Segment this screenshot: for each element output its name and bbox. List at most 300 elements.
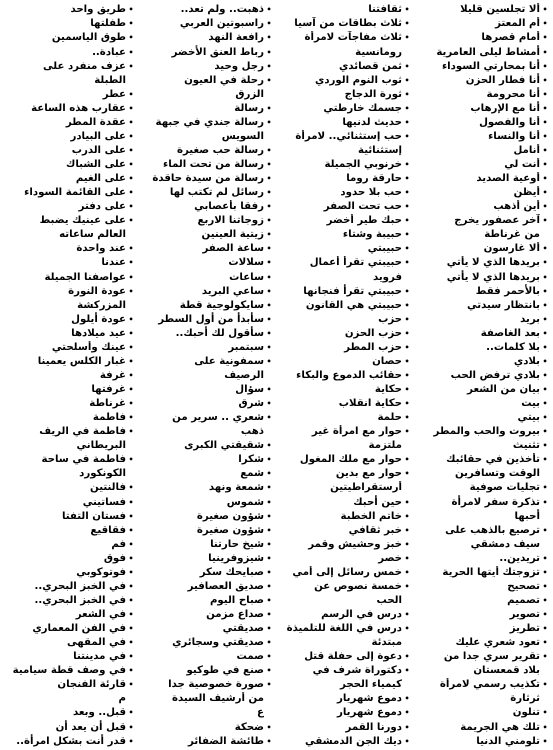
index-entry xyxy=(0,59,135,73)
entry-title: رسائل لم تكتب لها xyxy=(169,187,264,199)
bullet-icon: • xyxy=(404,469,410,479)
bullet-icon: • xyxy=(542,272,548,282)
entry-title: شعري .. سرير من xyxy=(172,412,264,424)
entry-title: العالم ساعاته xyxy=(59,229,126,241)
index-entry xyxy=(0,580,135,594)
entry-title: صديقتي وسجائري xyxy=(172,637,264,649)
entry-title: الرصيف xyxy=(224,369,264,381)
entry-title: تنلون xyxy=(512,707,540,719)
index-entry xyxy=(413,622,549,636)
bullet-icon: • xyxy=(266,286,272,296)
entry-title: حبيبة وشتاء xyxy=(342,229,402,241)
index-entry xyxy=(275,101,411,115)
entry-title: أيظن xyxy=(513,187,540,199)
entry-title: ساعات xyxy=(229,271,264,283)
index-entry xyxy=(413,580,549,594)
entry-title: صبايحك سكر xyxy=(199,566,264,578)
index-entry xyxy=(413,566,549,580)
index-column-1 xyxy=(413,3,549,748)
bullet-icon: • xyxy=(128,47,134,57)
index-entry xyxy=(413,720,549,734)
entry-title: دموع شهريار xyxy=(336,693,402,705)
entry-title: سايكولوجية قطة xyxy=(179,299,264,311)
entry-title: شيخ حارتنا xyxy=(210,538,264,550)
entry-title: ثورة الدجاج xyxy=(344,88,402,100)
index-entry xyxy=(137,73,273,87)
bullet-icon: • xyxy=(542,5,548,15)
entry-title: ثلاث مفاجآت لامرأة xyxy=(304,32,402,44)
index-entry xyxy=(0,467,135,481)
entry-title: دورنا القمر xyxy=(345,721,402,733)
index-entry xyxy=(413,537,549,551)
index-entry xyxy=(275,200,411,214)
index-entry xyxy=(137,312,273,326)
bullet-icon: • xyxy=(266,314,272,324)
index-entry xyxy=(137,144,273,158)
bullet-icon: • xyxy=(542,370,548,380)
entry-title: م xyxy=(118,693,126,705)
index-entry xyxy=(0,523,135,537)
bullet-icon: • xyxy=(542,117,548,127)
index-entry xyxy=(0,172,135,186)
index-entry xyxy=(137,256,273,270)
entry-title: قارئة الفنجان xyxy=(57,679,126,691)
entry-title: تلومني الدنيا xyxy=(476,735,540,747)
entry-title: ألا غارسون xyxy=(483,243,540,255)
entry-title: حب إستثنائي.. لامرأة xyxy=(295,130,402,142)
entry-title: ملتزمة xyxy=(368,440,402,452)
entry-title: غرفتها xyxy=(91,384,126,396)
entry-title: شرق xyxy=(238,398,264,410)
index-entry xyxy=(275,45,411,59)
index-entry xyxy=(0,45,135,59)
entry-title: سؤال xyxy=(235,384,264,396)
index-entry xyxy=(413,130,549,144)
entry-title: المزركشة xyxy=(77,299,126,311)
bullet-icon: • xyxy=(266,328,272,338)
index-entry xyxy=(0,566,135,580)
entry-title: حزب المطر xyxy=(344,341,402,353)
index-entry xyxy=(0,369,135,383)
entry-title: سيف دمشقي xyxy=(470,538,540,550)
index-entry xyxy=(275,172,411,186)
index-entry xyxy=(0,31,135,45)
bullet-icon: • xyxy=(404,497,410,507)
entry-title: تأخذين في حقائبك xyxy=(446,454,540,466)
index-entry xyxy=(137,425,273,439)
index-entry xyxy=(413,495,549,509)
bullet-icon: • xyxy=(128,511,134,521)
bullet-icon: • xyxy=(542,581,548,591)
index-entry xyxy=(413,116,549,130)
bullet-icon: • xyxy=(542,567,548,577)
index-entry xyxy=(0,720,135,734)
index-entry xyxy=(413,509,549,523)
entry-title: حبيبتي تقرأ أعمال xyxy=(309,257,402,269)
index-entry xyxy=(413,734,549,748)
index-entry xyxy=(0,425,135,439)
entry-title: خصر xyxy=(378,552,402,564)
index-entry xyxy=(0,706,135,720)
index-entry xyxy=(137,116,273,130)
bullet-icon: • xyxy=(404,525,410,535)
index-entry xyxy=(413,284,549,298)
bullet-icon: • xyxy=(404,413,410,423)
entry-title: فاطمة في ساحة xyxy=(41,454,126,466)
entry-title: رسالة xyxy=(234,102,264,114)
bullet-icon: • xyxy=(542,652,548,662)
index-entry xyxy=(275,481,411,495)
entry-title: صديقتي xyxy=(222,623,264,635)
index-entry xyxy=(137,509,273,523)
index-entry xyxy=(137,551,273,565)
bullet-icon: • xyxy=(266,469,272,479)
entry-title: كيمياء الحجر xyxy=(340,679,402,691)
bullet-icon: • xyxy=(266,567,272,577)
index-entry xyxy=(0,692,135,706)
bullet-icon: • xyxy=(266,511,272,521)
bullet-icon: • xyxy=(266,652,272,662)
bullet-icon: • xyxy=(404,567,410,577)
bullet-icon: • xyxy=(128,581,134,591)
bullet-icon: • xyxy=(266,497,272,507)
entry-title: ثقافتنا xyxy=(368,4,402,16)
entry-title: بريدها الذي لا يأتي xyxy=(446,271,540,283)
entry-title: فاطمة xyxy=(92,412,126,424)
bullet-icon: • xyxy=(128,286,134,296)
index-entry xyxy=(413,59,549,73)
bullet-icon: • xyxy=(128,413,134,423)
bullet-icon: • xyxy=(266,75,272,85)
bullet-icon: • xyxy=(128,33,134,43)
entry-title: بلا كلمات.. xyxy=(486,341,540,353)
entry-title: من أرشيف السيدة xyxy=(172,693,264,705)
index-entry xyxy=(0,678,135,692)
index-entry xyxy=(413,411,549,425)
index-entry xyxy=(0,734,135,748)
entry-title: دموع شهريار xyxy=(336,707,402,719)
entry-title: تعود شعري عليك xyxy=(455,637,540,649)
index-entry xyxy=(0,87,135,101)
entry-title: أنا والنساء xyxy=(488,130,540,142)
entry-title: تزوجتك أيتها الحرية xyxy=(442,566,540,578)
bullet-icon: • xyxy=(128,624,134,634)
entry-title: حب بلا حدود xyxy=(340,187,402,199)
index-entry xyxy=(413,369,549,383)
entry-title: رسالة من سيدة حاقدة xyxy=(152,173,264,185)
bullet-icon: • xyxy=(266,244,272,254)
index-entry xyxy=(275,298,411,312)
entry-title: رومانسية xyxy=(355,46,402,58)
index-entry xyxy=(137,31,273,45)
entry-title: رسالة حب صغيرة xyxy=(176,144,264,156)
bullet-icon: • xyxy=(542,300,548,310)
bullet-icon: • xyxy=(128,103,134,113)
entry-title: عقدة المطر xyxy=(65,116,126,128)
entry-title: درس في اللغة للتلميذة xyxy=(286,623,402,635)
entry-title: جسمك خارطتي xyxy=(323,102,402,114)
entry-title: صباح اليوم xyxy=(209,594,264,606)
entry-title: مبتدئة xyxy=(371,637,402,649)
entry-title: أحبها xyxy=(514,510,540,522)
entry-title: تصحيح xyxy=(507,580,540,592)
index-entry xyxy=(0,144,135,158)
index-entry xyxy=(0,116,135,130)
entry-title: عقارب هذه الساعة xyxy=(31,102,126,114)
index-entry xyxy=(0,439,135,453)
entry-title: خبر ثقافي xyxy=(348,524,402,536)
entry-title: حزب xyxy=(378,313,402,325)
entry-title: بيان من الشعر xyxy=(467,384,540,396)
index-entry xyxy=(275,453,411,467)
bullet-icon: • xyxy=(404,89,410,99)
entry-title: بيروت والحب والمطر xyxy=(433,426,540,438)
bullet-icon: • xyxy=(266,553,272,563)
bullet-icon: • xyxy=(404,694,410,704)
index-entry xyxy=(275,186,411,200)
entry-title: ثمن قصائدي xyxy=(339,60,402,72)
index-entry xyxy=(137,130,273,144)
index-entry xyxy=(0,341,135,355)
bullet-icon: • xyxy=(404,117,410,127)
index-entry xyxy=(413,355,549,369)
index-entry xyxy=(275,3,411,17)
bullet-icon: • xyxy=(542,427,548,437)
bullet-icon: • xyxy=(542,553,548,563)
bullet-icon: • xyxy=(404,244,410,254)
entry-title: فرويد xyxy=(372,271,402,283)
index-entry xyxy=(0,214,135,228)
bullet-icon: • xyxy=(404,511,410,521)
bullet-icon: • xyxy=(542,244,548,254)
index-entry xyxy=(413,45,549,59)
index-entry xyxy=(0,326,135,340)
bullet-icon: • xyxy=(128,736,134,746)
index-entry xyxy=(275,425,411,439)
entry-title: ضحكة xyxy=(234,721,264,733)
bullet-icon: • xyxy=(266,145,272,155)
index-entry xyxy=(275,312,411,326)
bullet-icon: • xyxy=(404,300,410,310)
index-entry xyxy=(137,566,273,580)
index-entry xyxy=(0,312,135,326)
index-entry xyxy=(413,692,549,706)
index-entry xyxy=(413,228,549,242)
bullet-icon: • xyxy=(404,314,410,324)
entry-title: عواصفنا الجميلة xyxy=(44,271,126,283)
entry-title: أمام قصرها xyxy=(481,32,540,44)
index-entry xyxy=(137,594,273,608)
index-entry xyxy=(413,73,549,87)
entry-title: على عينيك يضبط xyxy=(39,215,126,227)
index-entry xyxy=(275,509,411,523)
bullet-icon: • xyxy=(542,33,548,43)
bullet-icon: • xyxy=(542,595,548,605)
bullet-icon: • xyxy=(542,174,548,184)
entry-title: تذكرة سفر لامرأة xyxy=(451,496,540,508)
bullet-icon: • xyxy=(266,483,272,493)
bullet-icon: • xyxy=(542,61,548,71)
index-entry xyxy=(275,17,411,31)
entry-title: دعوة إلى حفلة قتل xyxy=(304,651,402,663)
entry-title: شقيقتي الكبرى xyxy=(184,440,264,452)
entry-title: تصوير xyxy=(509,609,540,621)
bullet-icon: • xyxy=(266,399,272,409)
bullet-icon: • xyxy=(404,455,410,465)
bullet-icon: • xyxy=(542,413,548,423)
bullet-icon: • xyxy=(542,356,548,366)
bullet-icon: • xyxy=(266,413,272,423)
index-entry xyxy=(137,214,273,228)
bullet-icon: • xyxy=(266,722,272,732)
index-entry xyxy=(275,411,411,425)
entry-title: تلك هي الجريمة xyxy=(460,721,540,733)
entry-title: خمس رسائل إلى أمي xyxy=(292,566,402,578)
bullet-icon: • xyxy=(128,539,134,549)
bullet-icon: • xyxy=(404,736,410,746)
bullet-icon: • xyxy=(404,610,410,620)
entry-title: أم المعتز xyxy=(495,18,540,30)
entry-title: ديك الجن الدمشقي xyxy=(305,735,402,747)
index-entry xyxy=(275,228,411,242)
bullet-icon: • xyxy=(542,202,548,212)
bullet-icon: • xyxy=(266,19,272,29)
index-entry xyxy=(275,73,411,87)
entry-title: بيت xyxy=(521,398,540,410)
bullet-icon: • xyxy=(266,680,272,690)
bullet-icon: • xyxy=(128,328,134,338)
index-entry xyxy=(413,608,549,622)
entry-title: شؤون صغيرة xyxy=(196,524,264,536)
index-entry xyxy=(275,270,411,284)
bullet-icon: • xyxy=(128,202,134,212)
index-entry xyxy=(413,3,549,17)
entry-title: خرنوبي الجميلة xyxy=(324,159,402,171)
entry-title: بريدها الذي لا يأتي xyxy=(446,257,540,269)
index-entry xyxy=(137,270,273,284)
bullet-icon: • xyxy=(128,145,134,155)
bullet-icon: • xyxy=(404,666,410,676)
entry-title: الحب xyxy=(376,594,402,606)
bullet-icon: • xyxy=(542,624,548,634)
entry-title: الزرق xyxy=(235,88,264,100)
bullet-icon: • xyxy=(404,553,410,563)
entry-title: فقاقيع xyxy=(90,524,126,536)
index-entry xyxy=(275,692,411,706)
index-entry xyxy=(413,256,549,270)
bullet-icon: • xyxy=(266,624,272,634)
bullet-icon: • xyxy=(542,483,548,493)
index-entry xyxy=(413,172,549,186)
entry-title: فوتوكوبي xyxy=(76,566,126,578)
entry-title: عندنا xyxy=(101,257,126,269)
index-entry xyxy=(413,270,549,284)
index-entry xyxy=(137,242,273,256)
index-entry xyxy=(0,594,135,608)
bullet-icon: • xyxy=(266,638,272,648)
bullet-icon: • xyxy=(542,216,548,226)
bullet-icon: • xyxy=(266,441,272,451)
bullet-icon: • xyxy=(128,258,134,268)
index-entry xyxy=(275,608,411,622)
bullet-icon: • xyxy=(404,202,410,212)
entry-title: شمع xyxy=(240,468,264,480)
index-entry xyxy=(275,158,411,172)
bullet-icon: • xyxy=(128,722,134,732)
bullet-icon: • xyxy=(266,202,272,212)
entry-title: تجليات صوفية xyxy=(469,482,540,494)
entry-title: خاتم الخطبة xyxy=(340,510,402,522)
index-entry xyxy=(0,650,135,664)
index-entry xyxy=(413,551,549,565)
index-entry xyxy=(413,341,549,355)
bullet-icon: • xyxy=(404,652,410,662)
index-entry xyxy=(0,158,135,172)
entry-title: خمسة نصوص عن xyxy=(314,580,402,592)
index-entry xyxy=(137,17,273,31)
entry-title: تكذيب رسمي لامرأة xyxy=(439,679,540,691)
bullet-icon: • xyxy=(542,455,548,465)
bullet-icon: • xyxy=(128,638,134,648)
index-entry xyxy=(0,101,135,115)
entry-title: ثرثارة xyxy=(510,693,540,705)
entry-title: عند واحدة xyxy=(76,243,126,255)
index-entry xyxy=(413,453,549,467)
entry-title: قبل.. وبعد xyxy=(72,707,126,719)
bullet-icon: • xyxy=(128,89,134,99)
entry-title: حوار مع امرأة غير xyxy=(311,426,402,438)
index-entry xyxy=(0,495,135,509)
bullet-icon: • xyxy=(404,427,410,437)
bullet-icon: • xyxy=(542,680,548,690)
entry-title: سلالات xyxy=(228,257,264,269)
bullet-icon: • xyxy=(128,370,134,380)
bullet-icon: • xyxy=(404,722,410,732)
bullet-icon: • xyxy=(404,131,410,141)
bullet-icon: • xyxy=(404,258,410,268)
index-entry xyxy=(137,608,273,622)
bullet-icon: • xyxy=(128,610,134,620)
entry-title: بعد الغاصفة xyxy=(480,327,540,339)
entry-title: سمفونية على xyxy=(194,355,264,367)
bullet-icon: • xyxy=(404,19,410,29)
index-entry xyxy=(413,664,549,678)
bullet-icon: • xyxy=(266,117,272,127)
index-entry xyxy=(275,397,411,411)
entry-title: في المقهى xyxy=(66,637,126,649)
entry-title: على الدرب xyxy=(71,144,126,156)
entry-title: بالأحمر فقط xyxy=(475,285,540,297)
entry-title: حبيبتي هي القانون xyxy=(305,299,402,311)
entry-title: حزب الحزن xyxy=(344,327,402,339)
index-entry xyxy=(0,256,135,270)
bullet-icon: • xyxy=(128,314,134,324)
bullet-icon: • xyxy=(404,370,410,380)
entry-title: إستثنائية xyxy=(358,144,402,156)
entry-title: أنت لي xyxy=(504,159,540,171)
entry-title: صورة خصوصية جدا xyxy=(168,679,264,691)
bullet-icon: • xyxy=(542,399,548,409)
index-entry xyxy=(137,228,273,242)
entry-title: راسبوتين العربي xyxy=(179,18,264,30)
entry-title: طريق واحد xyxy=(70,4,126,16)
bullet-icon: • xyxy=(542,19,548,29)
bullet-icon: • xyxy=(404,385,410,395)
bullet-icon: • xyxy=(404,230,410,240)
index-entry xyxy=(275,622,411,636)
index-entry xyxy=(137,383,273,397)
bullet-icon: • xyxy=(542,89,548,99)
